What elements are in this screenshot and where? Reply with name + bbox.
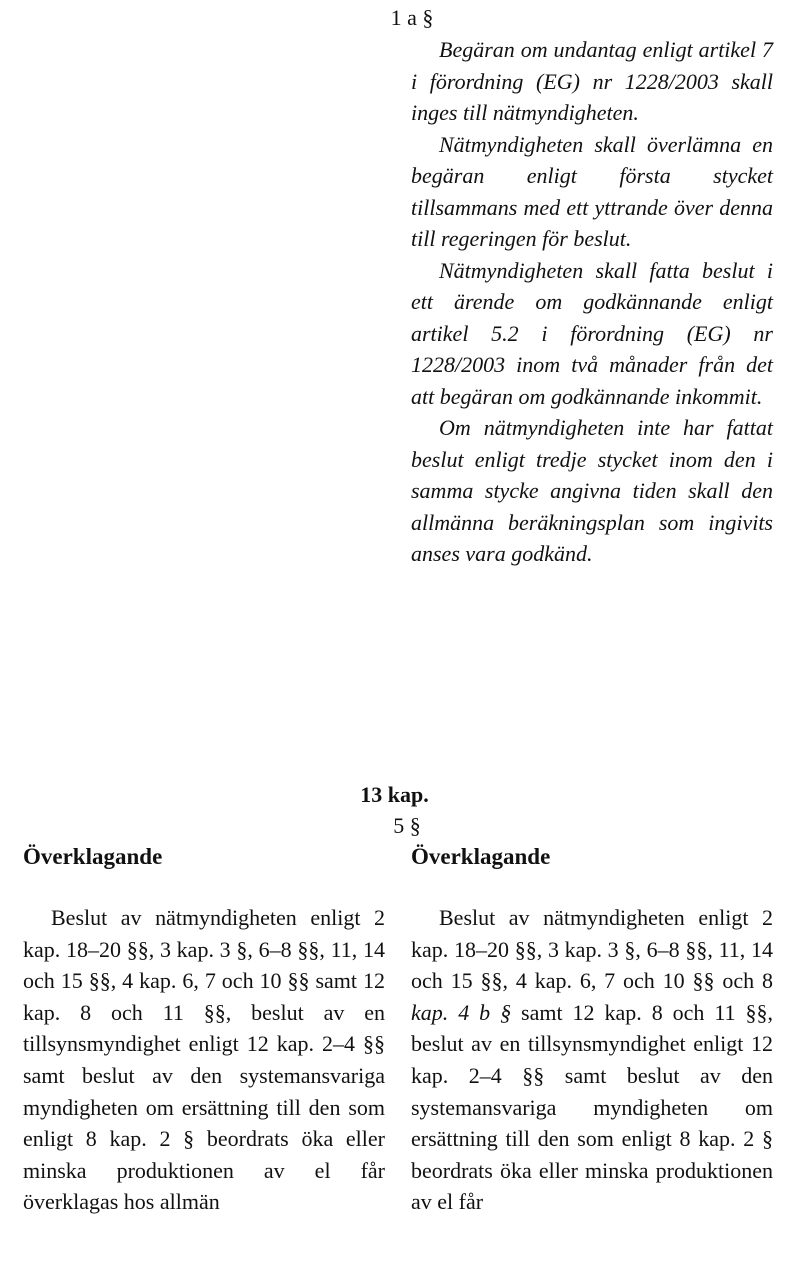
right-text-part-b: samt 12 kap. 8 och 11 §§, beslut av en tillsynsmyndighet enligt 12 kap. 2–4 §§ samt beslut av den systemansvariga myndigheten om ersättning till den som enligt 8 kap. 2 § beordrats öka eller minska produktionen av el får — [411, 999, 774, 1215]
left-heading: Överklagande — [23, 844, 163, 869]
section-label-1a: 1 a § — [390, 5, 434, 30]
right-body-text — [411, 902, 773, 1218]
right-heading: Överklagande — [411, 844, 551, 869]
paragraph-2: Nätmyndigheten skall överlämna en begäran enligt första stycket tillsammans med ett yttrande över denna till regeringen för beslut. — [411, 131, 773, 251]
chapter-label: 13 kap. — [360, 782, 429, 807]
right-text-part-a: Beslut av nätmyndigheten enligt 2 kap. 18–20 §§, 3 kap. 3 §, 6–8 §§, 11, 14 och 15 §§, 4 kap. 6, 7 och 10 §§ och 8 — [411, 905, 773, 994]
section-label-5: 5 § — [393, 813, 421, 838]
paragraph-4: Om nätmyndigheten inte har fattat beslut enligt tredje stycket inom den i samma stycke angivna tiden skall den allmänna beräkningsplan som ingivits anses vara godkänd. — [411, 415, 773, 566]
right-text-italic-amendment: kap. 4 b § — [411, 999, 512, 1025]
paragraph-3: Nätmyndigheten skall fatta beslut i ett ärende om godkännande enligt artikel 5.2 i förordning (EG) nr 1228/2003 inom två månader från det att begäran om godkännande inkommit. — [411, 257, 773, 409]
left-body-text: Beslut av nätmyndigheten enligt 2 kap. 18–20 §§, 3 kap. 3 §, 6–8 §§, 11, 14 och 15 §§, 4 kap. 6, 7 och 10 §§ samt 12 kap. 8 och 11 §§, beslut av en tillsynsmyndighet enligt 12 kap. 2–4 §§ samt beslut av den systemansvariga myndigheten om ersättning till den som enligt 8 kap. 2 § beordrats öka eller minska produktionen av el får överklagas hos allmän — [23, 905, 385, 1215]
upper-right-column — [411, 34, 773, 570]
paragraph-1: Begäran om undantag enligt artikel 7 i förordning (EG) nr 1228/2003 skall inges till nätmyndigheten. — [411, 37, 773, 125]
